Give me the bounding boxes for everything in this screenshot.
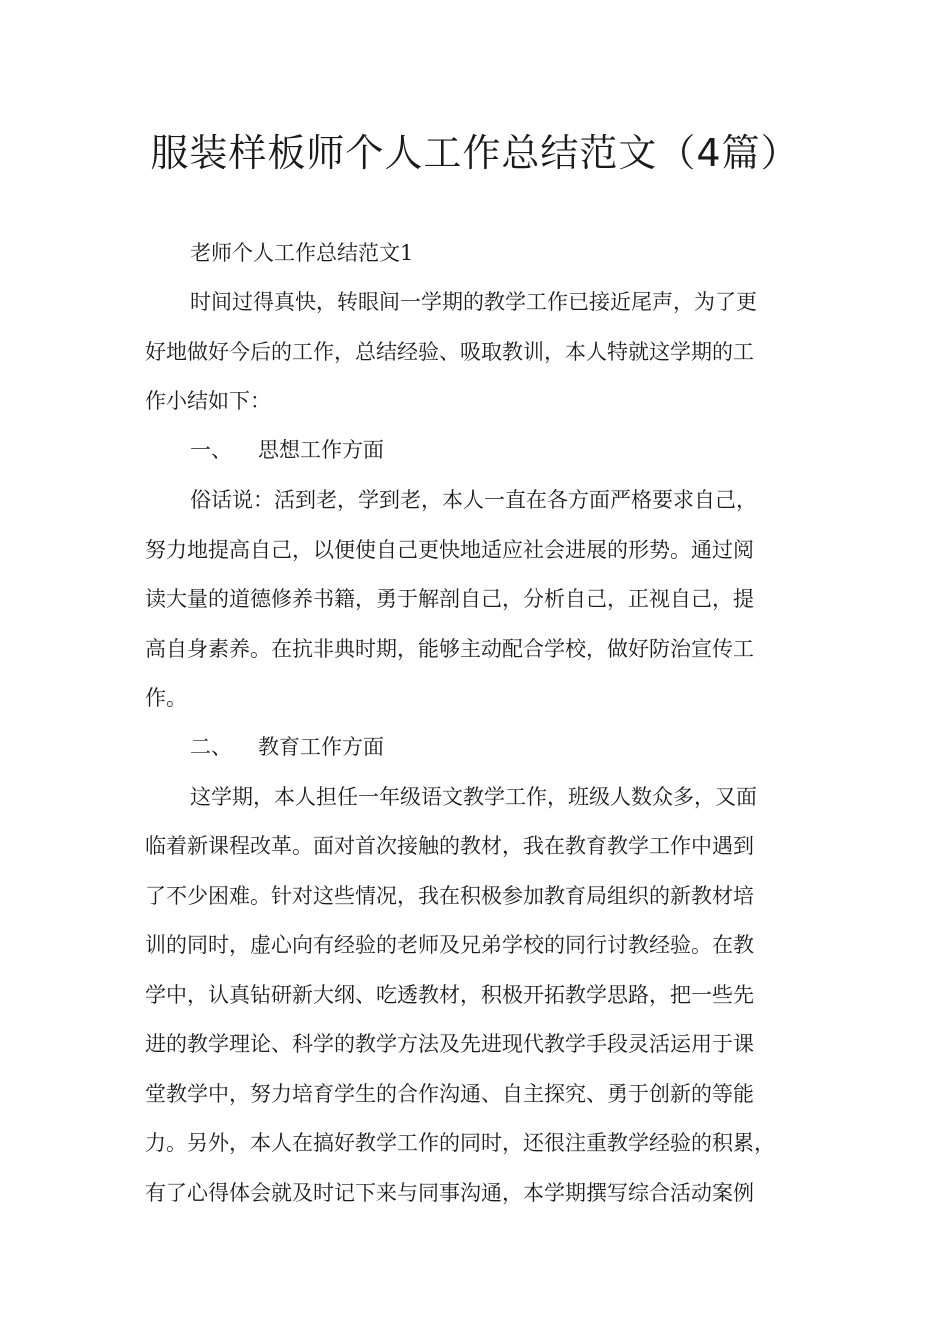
- paragraph-line: 堂教学中，努力培育学生的合作沟通、自主探究、勇于创新的等能: [145, 1082, 754, 1106]
- paragraph-line: 了不少困难。针对这些情况，我在积极参加教育局组织的新教材培: [145, 884, 754, 908]
- paragraph-line: 俗话说：活到老，学到老，本人一直在各方面严格要求自己，: [190, 488, 757, 512]
- section-label: 思想工作方面: [258, 438, 384, 462]
- paragraph-line: 有了心得体会就及时记下来与同事沟通，本学期撰写综合活动案例: [145, 1181, 754, 1205]
- paragraph-line: 好地做好今后的工作，总结经验、吸取教训，本人特就这学期的工: [145, 340, 754, 364]
- paragraph-line: 作小结如下：: [145, 389, 271, 413]
- paragraph-line: 临着新课程改革。面对首次接触的教材，我在教育教学工作中遇到: [145, 834, 754, 858]
- paragraph-line: 高自身素养。在抗非典时期，能够主动配合学校，做好防治宣传工: [145, 637, 754, 661]
- paragraph-line: 进的教学理论、科学的教学方法及先进现代教学手段灵活运用于课: [145, 1032, 754, 1056]
- paragraph-line: 学中，认真钻研新大纲、吃透教材，积极开拓教学思路，把一些先: [145, 983, 754, 1007]
- paragraph-line: 这学期，本人担任一年级语文教学工作，班级人数众多，又面: [190, 785, 757, 809]
- section-heading-2: [190, 732, 384, 762]
- paragraph-line: 作。: [145, 686, 187, 710]
- section-heading-1: [190, 435, 384, 465]
- paragraph-line: 时间过得真快，转眼间一学期的教学工作已接近尾声，为了更: [190, 290, 757, 314]
- section-number: 一、: [190, 438, 232, 462]
- section-label: 教育工作方面: [258, 735, 384, 759]
- section-number: 二、: [190, 735, 232, 759]
- paragraph-line: 力。另外，本人在搞好教学工作的同时，还很注重教学经验的积累，: [145, 1131, 775, 1155]
- paragraph-line: 训的同时，虚心向有经验的老师及兄弟学校的同行讨教经验。在教: [145, 933, 754, 957]
- paragraph-line: 读大量的道德修养书籍，勇于解剖自己，分析自己，正视自己，提: [145, 587, 754, 611]
- article-subtitle: 老师个人工作总结范文1: [190, 241, 414, 265]
- document-title: 服装样板师个人工作总结范文（4篇）: [150, 131, 800, 175]
- paragraph-line: 努力地提高自己，以便使自己更快地适应社会进展的形势。通过阅: [145, 538, 754, 562]
